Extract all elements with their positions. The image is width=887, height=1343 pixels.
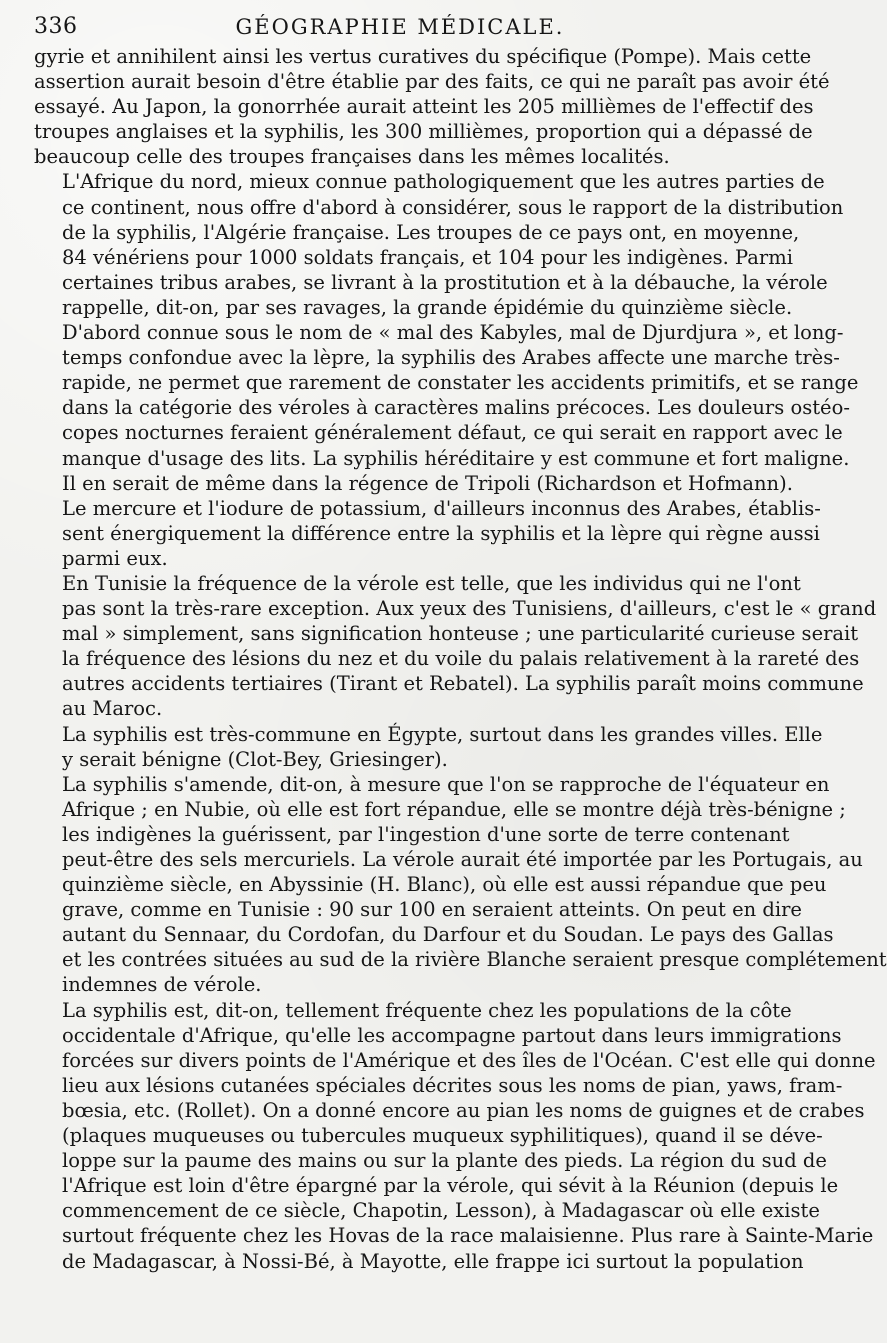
text-line: autres accidents tertiaires (Tirant et Rebatel). La syphilis paraît moins commune (62, 672, 864, 696)
text-line: surtout fréquente chez les Hovas de la race malaisienne. Plus rare à Sainte-Marie (62, 1224, 874, 1248)
running-title: GÉOGRAPHIE MÉDICALE. (235, 15, 565, 39)
page-header (34, 12, 766, 44)
text-line: assertion aurait besoin d'être établie par des faits, ce qui ne paraît pas avoir été (34, 70, 830, 94)
text-line: forcées sur divers points de l'Amérique et des îles de l'Océan. C'est elle qui donne (62, 1048, 876, 1072)
text-line: mal » simplement, sans signification honteuse ; une particularité curieuse serait (62, 622, 859, 646)
text-line: bœsia, etc. (Rollet). On a donné encore au pian les noms de guignes et de crabes (62, 1098, 865, 1122)
paragraph-equatorial-africa (34, 772, 887, 998)
text-line: 84 vénériens pour 1000 soldats français, et 104 pour les indigènes. Parmi (62, 245, 793, 269)
text-line: rappelle, dit-on, par ses ravages, la grande épidémie du quinzième siècle. (62, 295, 793, 319)
text-line: sent énergiquement la différence entre la syphilis et la lèpre qui règne aussi (62, 521, 820, 545)
paragraph-tunisia (34, 571, 877, 722)
text-line: parmi eux. (62, 546, 168, 570)
text-line: et les contrées situées au sud de la rivière Blanche seraient presque complétement (62, 948, 887, 972)
text-line: essayé. Au Japon, la gonorrhée aurait atteint les 205 millièmes de l'effectif des (34, 95, 814, 119)
text-line: grave, comme en Tunisie : 90 sur 100 en seraient atteints. On peut en dire (62, 898, 802, 922)
text-line: la fréquence des lésions du nez et du voile du palais relativement à la rareté des (62, 647, 860, 671)
text-line: loppe sur la paume des mains ou sur la plante des pieds. La région du sud de (62, 1149, 827, 1173)
text-line: troupes anglaises et la syphilis, les 300 millièmes, proportion qui a dépassé de (34, 120, 813, 144)
text-line: rapide, ne permet que rarement de constater les accidents primitifs, et se range (62, 371, 859, 395)
paragraph-continuation (34, 44, 830, 169)
text-line: occidentale d'Afrique, qu'elle les accompagne partout dans leurs immigrations (62, 1023, 842, 1047)
text-line: lieu aux lésions cutanées spéciales décrites sous les noms de pian, yaws, fram- (62, 1073, 843, 1097)
text-line: peut-être des sels mercuriels. La vérole aurait été importée par les Portugais, au (62, 848, 863, 871)
text-line: l'Afrique est loin d'être épargné par la vérole, qui sévit à la Réunion (depuis le (62, 1174, 839, 1198)
text-line: (plaques muqueuses ou tubercules muqueux syphilitiques), quand il se déve- (62, 1124, 823, 1148)
text-line: dans la catégorie des véroles à caractères malins précoces. Les douleurs ostéo- (62, 396, 850, 420)
paragraph-west-africa (34, 998, 876, 1274)
text-line: de la syphilis, l'Algérie française. Les troupes de ce pays ont, en moyenne, (62, 220, 800, 244)
text-line: En Tunisie la fréquence de la vérole est telle, que les individus qui ne l'ont (62, 571, 801, 595)
text-line: commencement de ce siècle, Chapotin, Lesson), à Madagascar où elle existe (62, 1199, 820, 1223)
text-line: y serait bénigne (Clot-Bey, Griesinger). (62, 747, 448, 771)
text-line: Afrique ; en Nubie, où elle est fort répandue, elle se montre déjà très-bénigne ; (62, 797, 846, 821)
text-line: autant du Sennaar, du Cordofan, du Darfour et du Soudan. Le pays des Gallas (62, 923, 834, 947)
paragraph-north-africa (34, 169, 859, 571)
text-line: gyrie et annihilent ainsi les vertus curatives du spécifique (Pompe). Mais cette (34, 45, 812, 68)
text-line: Il en serait de même dans la régence de Tripoli (Richardson et Hofmann). (62, 471, 793, 495)
page-body-text (34, 44, 887, 1274)
text-line: temps confondue avec la lèpre, la syphilis des Arabes affecte une marche très- (62, 346, 840, 370)
text-line: Le mercure et l'iodure de potassium, d'ailleurs inconnus des Arabes, établis- (62, 496, 821, 520)
text-line: certaines tribus arabes, se livrant à la prostitution et à la débauche, la vérole (62, 270, 828, 294)
text-line: copes nocturnes feraient généralement défaut, ce qui serait en rapport avec le (62, 421, 843, 445)
text-line: La syphilis est très-commune en Égypte, surtout dans les grandes villes. Elle (62, 722, 823, 746)
text-line: La syphilis s'amende, dit-on, à mesure que l'on se rapproche de l'équateur en (62, 772, 830, 796)
paragraph-egypt (34, 722, 823, 772)
page-number: 336 (34, 14, 78, 39)
text-line: ce continent, nous offre d'abord à considérer, sous le rapport de la distribution (62, 195, 844, 219)
text-line: D'abord connue sous le nom de « mal des Kabyles, mal de Djurdjura », et long- (62, 321, 844, 345)
text-line: beaucoup celle des troupes françaises dans les mêmes localités. (34, 145, 670, 169)
text-line: pas sont la très-rare exception. Aux yeux des Tunisiens, d'ailleurs, c'est le « grand (62, 597, 877, 621)
text-line: au Maroc. (62, 697, 163, 721)
text-line: manque d'usage des lits. La syphilis héréditaire y est commune et fort maligne. (62, 446, 850, 470)
text-line: de Madagascar, à Nossi-Bé, à Mayotte, elle frappe ici surtout la population (62, 1249, 804, 1273)
text-line: les indigènes la guérissent, par l'ingestion d'une sorte de terre contenant (62, 822, 790, 846)
text-line: L'Afrique du nord, mieux connue pathologiquement que les autres parties de (62, 170, 825, 194)
text-line: indemnes de vérole. (62, 973, 262, 997)
text-line: La syphilis est, dit-on, tellement fréquente chez les populations de la côte (62, 998, 792, 1022)
text-line: quinzième siècle, en Abyssinie (H. Blanc), où elle est aussi répandue que peu (62, 873, 827, 897)
